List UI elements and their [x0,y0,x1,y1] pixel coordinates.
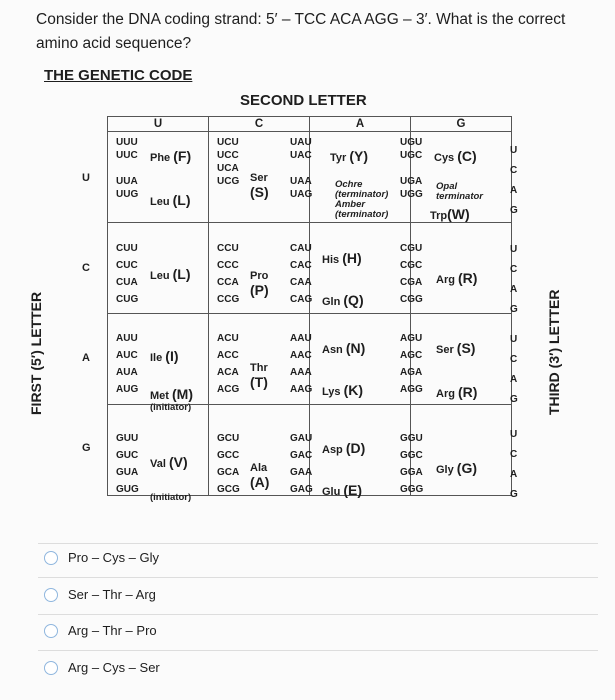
col-c: C [209,117,310,132]
third-letters-g: U C A G [510,429,518,500]
option-3[interactable]: Arg – Thr – Pro [44,623,157,638]
radio-button[interactable] [44,551,58,565]
row-a: A [82,352,90,364]
genetic-code-heading: THE GENETIC CODE [44,67,193,84]
row-c: C [82,262,90,274]
separator [38,614,598,615]
separator [38,543,598,544]
separator [38,650,598,651]
col-u: U [108,117,209,132]
radio-button[interactable] [44,588,58,602]
third-letters-c: U C A G [510,244,518,315]
col-a: A [310,117,411,132]
radio-button[interactable] [44,661,58,675]
third-letters-a: U C A G [510,334,518,405]
third-letters-u: U C A G [510,145,518,216]
col-g: G [411,117,512,132]
first-letter-label: FIRST (5′) LETTER [28,291,44,415]
option-4[interactable]: Arg – Cys – Ser [44,660,160,675]
question-text: Consider the DNA coding strand: 5′ – TCC ACA AGG – 3′. What is the correct amino acid sequence? [36,11,566,52]
option-2[interactable]: Ser – Thr – Arg [44,587,156,602]
row-u: U [82,172,90,184]
third-letter-label: THIRD (3′) LETTER [546,289,562,415]
radio-button[interactable] [44,624,58,638]
second-letter-label: SECOND LETTER [240,92,367,109]
row-g: G [82,442,91,454]
separator [38,577,598,578]
option-1[interactable]: Pro – Cys – Gly [44,550,159,565]
